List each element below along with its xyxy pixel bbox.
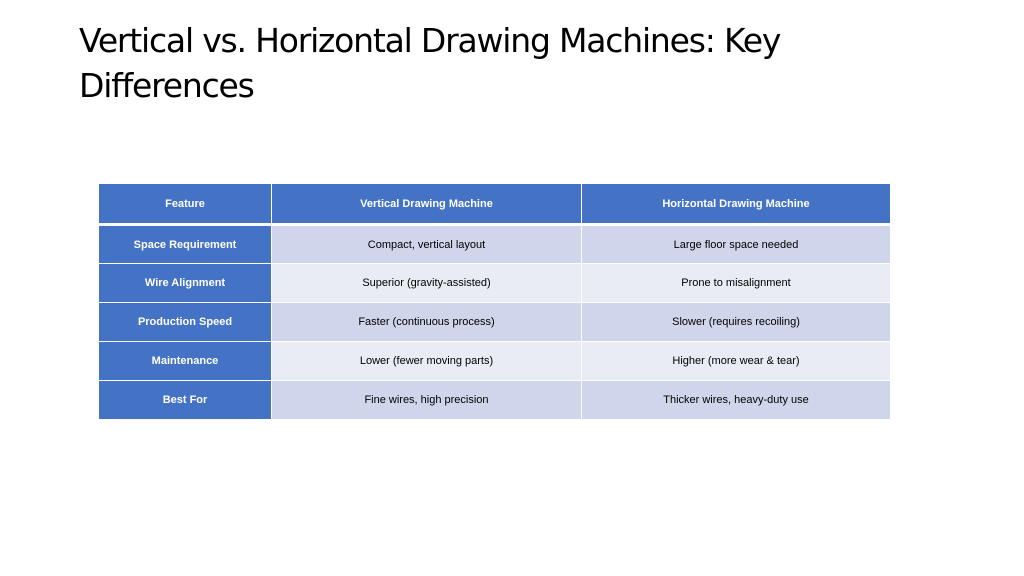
- table-header-row: [99, 184, 891, 225]
- comparison-table: [98, 183, 891, 420]
- row-vertical-cell: Lower (fewer moving parts): [272, 342, 582, 381]
- row-horizontal-cell: Higher (more wear & tear): [582, 342, 891, 381]
- header-horizontal-machine: Horizontal Drawing Machine: [582, 184, 891, 225]
- row-horizontal-cell: Thicker wires, heavy-duty use: [582, 381, 891, 420]
- table-row: [99, 381, 891, 420]
- table-row: [99, 225, 891, 264]
- row-feature-cell: Production Speed: [99, 303, 272, 342]
- table-row: [99, 342, 891, 381]
- slide-title: Vertical vs. Horizontal Drawing Machines: Key Differences: [79, 21, 781, 105]
- row-horizontal-cell: Large floor space needed: [582, 225, 891, 264]
- table-row: [99, 303, 891, 342]
- row-feature-cell: Space Requirement: [99, 225, 272, 264]
- row-vertical-cell: Faster (continuous process): [272, 303, 582, 342]
- row-horizontal-cell: Prone to misalignment: [582, 264, 891, 303]
- row-feature-cell: Best For: [99, 381, 272, 420]
- row-vertical-cell: Compact, vertical layout: [272, 225, 582, 264]
- table-row: [99, 264, 891, 303]
- row-horizontal-cell: Slower (requires recoiling): [582, 303, 891, 342]
- row-vertical-cell: Superior (gravity-assisted): [272, 264, 582, 303]
- row-vertical-cell: Fine wires, high precision: [272, 381, 582, 420]
- row-feature-cell: Wire Alignment: [99, 264, 272, 303]
- row-feature-cell: Maintenance: [99, 342, 272, 381]
- header-feature: Feature: [99, 184, 272, 225]
- header-vertical-machine: Vertical Drawing Machine: [272, 184, 582, 225]
